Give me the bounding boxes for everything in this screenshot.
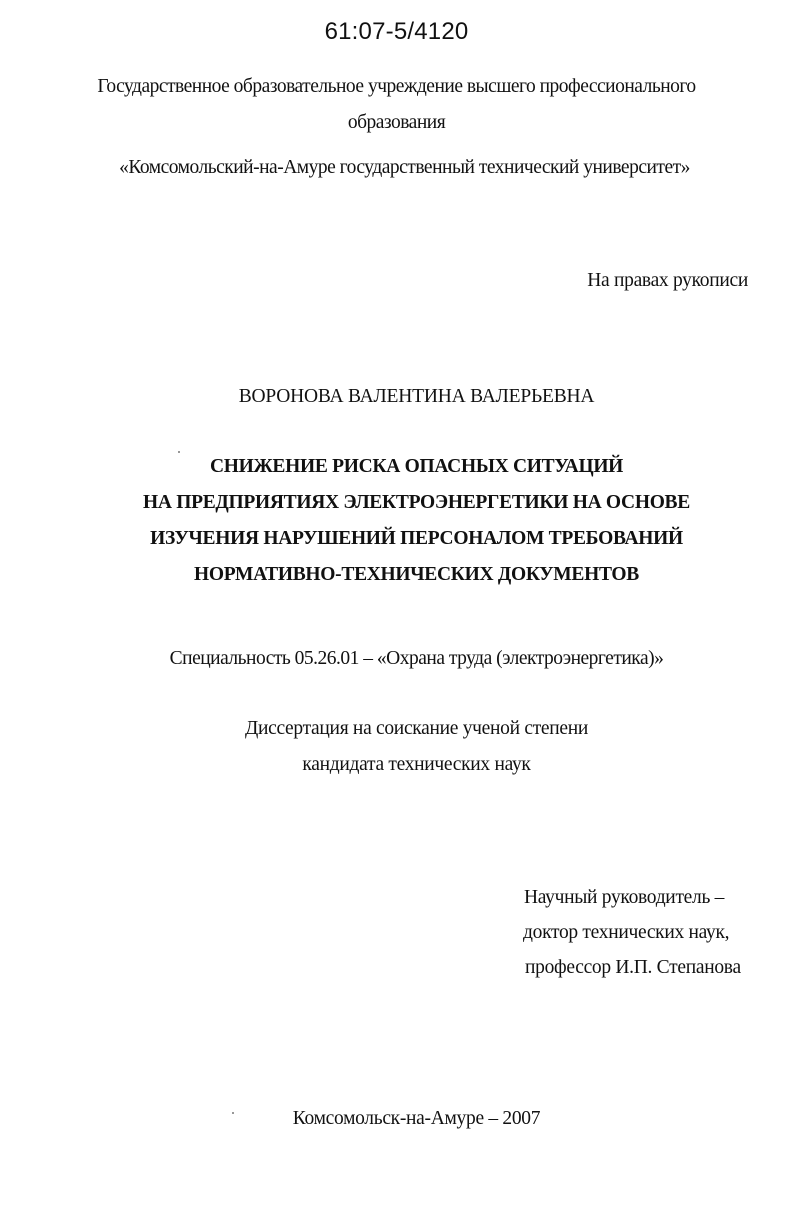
supervisor-line-3: профессор И.П. Степанова (525, 957, 741, 978)
title-line-4: НОРМАТИВНО-ТЕХНИЧЕСКИХ ДОКУМЕНТОВ (194, 564, 639, 585)
title-line-1: СНИЖЕНИЕ РИСКА ОПАСНЫХ СИТУАЦИЙ (209, 456, 624, 477)
specialty: Специальность 05.26.01 – «Охрана труда (электроэнергетика)» (169, 648, 664, 669)
scan-speck (178, 451, 180, 453)
manuscript-note: На правах рукописи (587, 270, 748, 291)
title-line-2: НА ПРЕДПРИЯТИЯХ ЭЛЕКТРОЭНЕРГЕТИКИ НА ОСНОВЕ (143, 492, 690, 513)
degree-line-1: Диссертация на соискание ученой степени (244, 718, 589, 739)
registry-code: 61:07-5/4120 (324, 18, 469, 45)
author-name: ВОРОНОВА ВАЛЕНТИНА ВАЛЕРЬЕВНА (238, 386, 595, 407)
title-line-3: ИЗУЧЕНИЯ НАРУШЕНИЙ ПЕРСОНАЛОМ ТРЕБОВАНИЙ (150, 528, 683, 549)
degree-line-2: кандидата технических наук (302, 754, 531, 775)
scan-speck (232, 1112, 234, 1114)
place-year: Комсомольск-на-Амуре – 2007 (292, 1108, 541, 1129)
supervisor-line-2: доктор технических наук, (523, 922, 730, 943)
institution-line-3: «Комсомольский-на-Амуре государственный технический университет» (119, 157, 690, 178)
supervisor-line-1: Научный руководитель – (524, 887, 725, 908)
institution-line-2: образования (347, 112, 446, 133)
institution-line-1: Государственное образовательное учреждение высшего профессионального (97, 76, 696, 97)
